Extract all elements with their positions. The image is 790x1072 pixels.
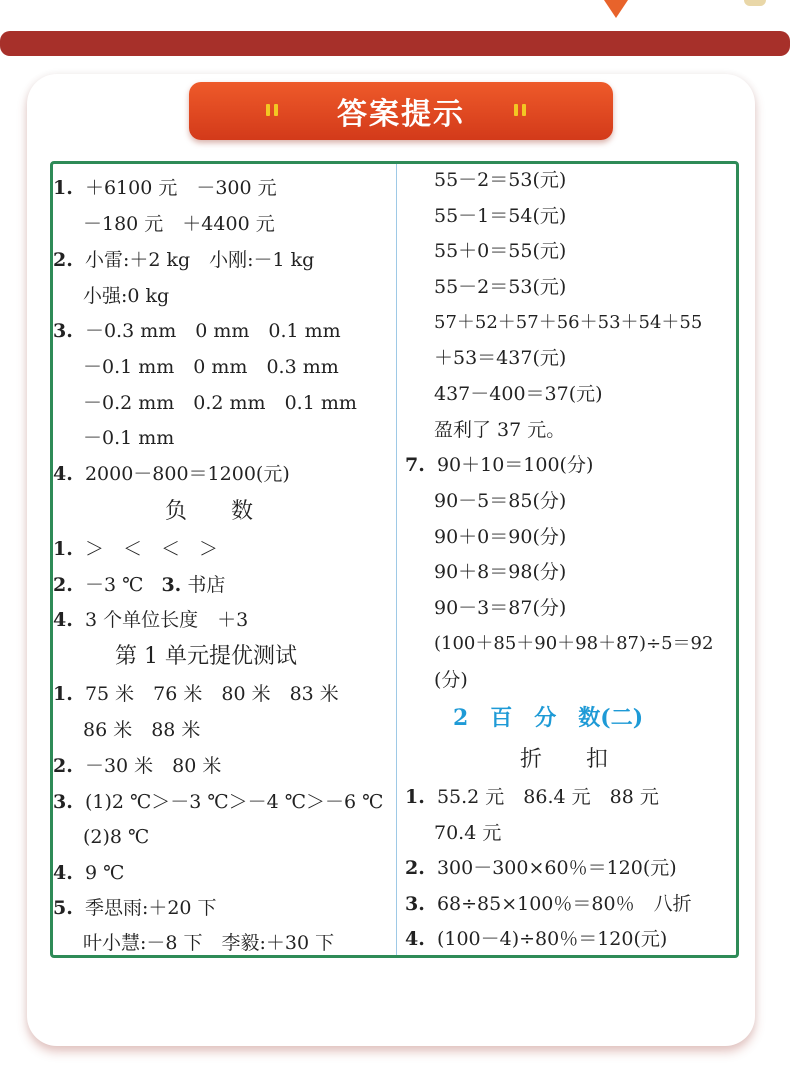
unit-heading: 2 百 分 数(二)	[453, 705, 644, 731]
answer-line: 86 米 88 米	[83, 719, 201, 741]
answer-line: (分)	[434, 669, 468, 691]
section-heading: 负 数	[165, 499, 254, 524]
answer-line: 55－2＝53(元)	[434, 169, 567, 191]
decorative-shape-icon	[744, 0, 766, 6]
answer-line: 55－1＝54(元)	[434, 205, 567, 227]
answer-line: －0.1 mm	[83, 427, 175, 449]
answer-frame	[50, 161, 739, 958]
answer-line: 70.4 元	[434, 822, 502, 844]
answer-line: 叶小慧:－8 下 李毅:＋30 下	[83, 932, 335, 954]
answer-line: (2)8 ℃	[83, 826, 150, 848]
answer-line: 3. －0.3 mm 0 mm 0.1 mm	[53, 320, 341, 342]
answer-line: 2. －3 ℃ 3. 书店	[53, 574, 226, 596]
answer-line: 4. (100－4)÷80％＝120(元)	[405, 928, 668, 950]
top-header-bar	[0, 31, 790, 56]
answer-line: 2. 小雷:＋2 kg 小刚:－1 kg	[53, 249, 315, 271]
answer-line: 90－3＝87(分)	[434, 597, 567, 619]
answer-line: 3. 68÷85×100％＝80％ 八折	[405, 893, 692, 915]
answer-line: 5. 季思雨:＋20 下	[53, 897, 217, 919]
section-heading: 折 扣	[520, 747, 609, 772]
answer-line: 55＋0＝55(元)	[434, 240, 567, 262]
answer-line: 小强:0 kg	[83, 285, 170, 307]
answer-line: 4. 9 ℃	[53, 862, 125, 884]
answer-line: －0.1 mm 0 mm 0.3 mm	[83, 356, 339, 378]
quote-mark-icon	[514, 104, 528, 116]
answer-line: －180 元 ＋4400 元	[83, 213, 275, 235]
answer-line: 57＋52＋57＋56＋53＋54＋55	[434, 312, 703, 333]
answer-line: 90＋0＝90(分)	[434, 526, 567, 548]
answer-line: 55－2＝53(元)	[434, 276, 567, 298]
answer-line: 盈利了 37 元。	[434, 419, 566, 441]
answer-line: 2. －30 米 80 米	[53, 755, 222, 777]
answer-line: －0.2 mm 0.2 mm 0.1 mm	[83, 392, 357, 414]
answer-line: 90－5＝85(分)	[434, 490, 567, 512]
section-heading: 第 1 单元提优测试	[115, 644, 297, 669]
decorative-star-icon	[604, 0, 628, 18]
answer-line: 4. 2000－800＝1200(元)	[53, 463, 290, 485]
answer-line: 1. 75 米 76 米 80 米 83 米	[53, 683, 339, 705]
answer-line: 90＋8＝98(分)	[434, 561, 567, 583]
answer-line: ＋53＝437(元)	[434, 347, 567, 369]
answer-line: 4. 3 个单位长度 ＋3	[53, 609, 249, 631]
title-banner	[189, 82, 613, 140]
answer-line: 1. ＋6100 元 －300 元	[53, 177, 277, 199]
answer-line: 1. 55.2 元 86.4 元 88 元	[405, 786, 659, 808]
answer-line: 3. (1)2 ℃＞－3 ℃＞－4 ℃＞－6 ℃	[53, 791, 384, 813]
answer-line: 437－400＝37(元)	[434, 383, 603, 405]
answer-line: (100＋85＋90＋98＋87)÷5＝92	[434, 633, 714, 654]
answer-line: 2. 300－300×60％＝120(元)	[405, 857, 677, 879]
column-divider	[396, 164, 397, 955]
answer-line: 7. 90＋10＝100(分)	[405, 454, 594, 476]
answer-line: 1. ＞ ＜ ＜ ＞	[53, 538, 218, 560]
banner-title: 答案提示	[337, 97, 465, 132]
quote-mark-icon	[266, 104, 280, 116]
